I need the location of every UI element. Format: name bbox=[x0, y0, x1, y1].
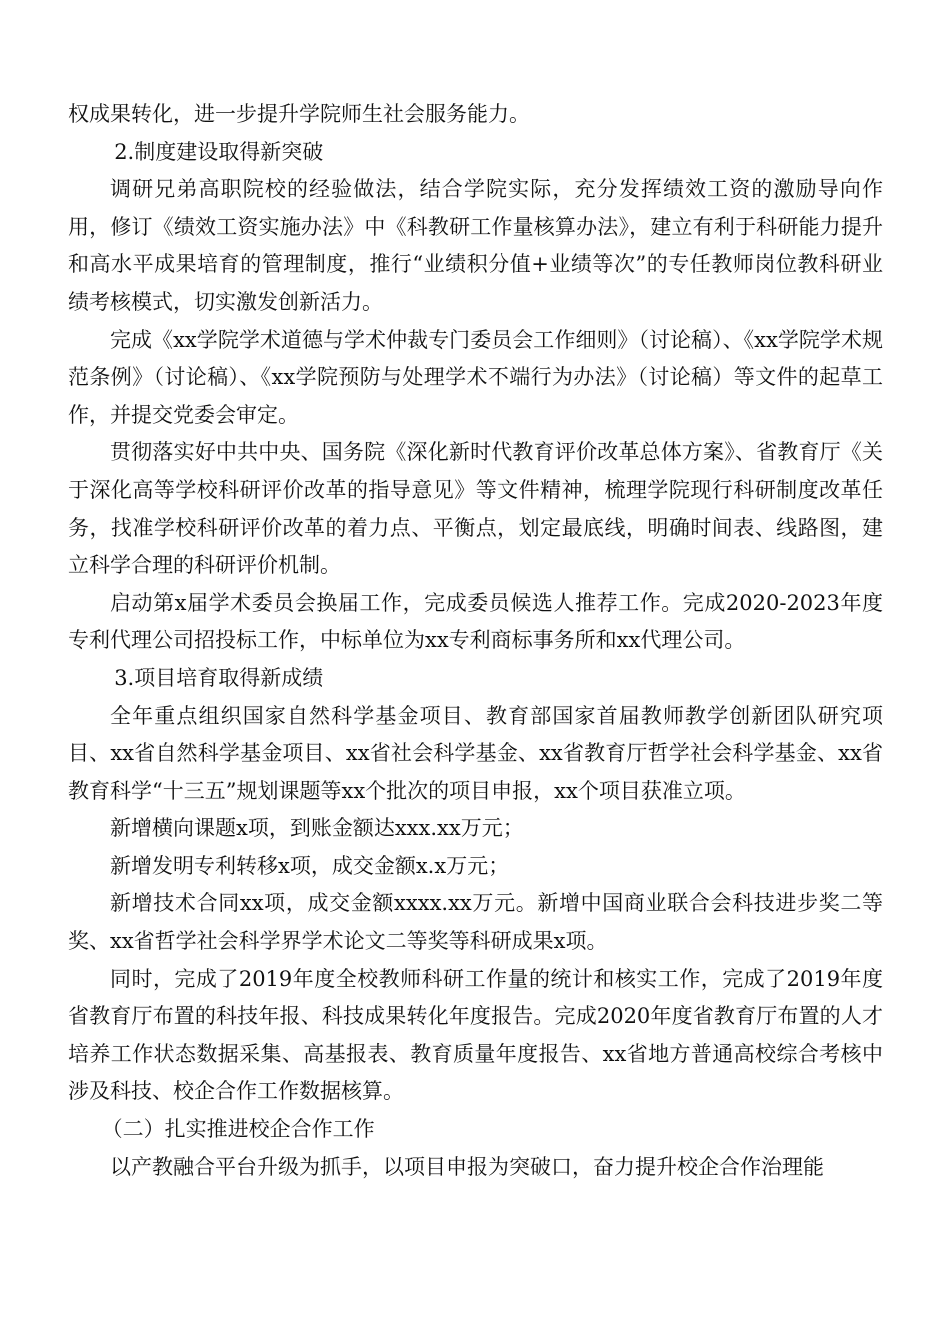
section-heading-2: （二）扎实推进校企合作工作 bbox=[101, 1117, 375, 1142]
paragraph-continuation: 权成果转化，进一步提升学院师生社会服务能力。 bbox=[68, 102, 530, 126]
paragraph: 新增技术合同xx项，成交金额xxxx.xx万元。新增中国商业联合会科技进步奖二等奖、xx省哲学社会科学界学术论文二等奖等科研成果x项。 bbox=[68, 891, 883, 954]
paragraph: 完成《xx学院学术道德与学术仲裁专门委员会工作细则》（讨论稿）、《xx学院学术规范条例》（讨论稿）、《xx学院预防与处理学术不端行为办法》（讨论稿）等文件的起草工作，并提交党委会审定。 bbox=[68, 327, 883, 427]
paragraph: 同时，完成了2019年度全校教师科研工作量的统计和核实工作，完成了2019年度省教育厅布置的科技年报、科技成果转化年度报告。完成2020年度省教育厅布置的人才培养工作状态数据采集、高基报表、教育质量年度报告、xx省地方普通高校综合考核中涉及科技、校企合作工作数据核算。 bbox=[68, 966, 883, 1104]
paragraph: 以产教融合平台升级为抓手，以项目申报为突破口，奋力提升校企合作治理能 bbox=[110, 1154, 824, 1179]
paragraph: 调研兄弟高职院校的经验做法，结合学院实际，充分发挥绩效工资的激励导向作用，修订《绩效工资实施办法》中《科教研工作量核算办法》，建立有利于科研能力提升和高水平成果培育的管理制度，推行“业绩积分值+业绩等次”的专任教师岗位教科研业绩考核模式，切实激发创新活力。 bbox=[68, 177, 883, 314]
paragraph: 新增发明专利转移x项，成交金额x.x万元； bbox=[110, 853, 510, 878]
paragraph: 贯彻落实好中共中央、国务院《深化新时代教育评价改革总体方案》、省教育厅《关于深化高等学校科研评价改革的指导意见》等文件精神，梳理学院现行科研制度改革任务，找准学校科研评价改革的着力点、平衡点，划定最底线，明确时间表、线路图，建立科学合理的科研评价机制。 bbox=[68, 440, 883, 578]
document-body bbox=[68, 96, 883, 1186]
subsection-heading-3: 3.项目培育取得新成绩 bbox=[114, 665, 324, 690]
paragraph: 启动第x届学术委员会换届工作，完成委员候选人推荐工作。完成2020-2023年度专利代理公司招投标工作，中标单位为xx专利商标事务所和xx代理公司。 bbox=[68, 590, 883, 653]
paragraph: 新增横向课题x项，到账金额达xxx.xx万元； bbox=[110, 816, 524, 841]
subsection-heading-2: 2.制度建设取得新突破 bbox=[114, 139, 324, 164]
paragraph: 全年重点组织国家自然科学基金项目、教育部国家首届教师教学创新团队研究项目、xx省自然科学基金项目、xx省社会科学基金、xx省教育厅哲学社会科学基金、xx省教育科学“十三五”规划课题等xx个批次的项目申报，xx个项目获准立项。 bbox=[68, 703, 883, 803]
